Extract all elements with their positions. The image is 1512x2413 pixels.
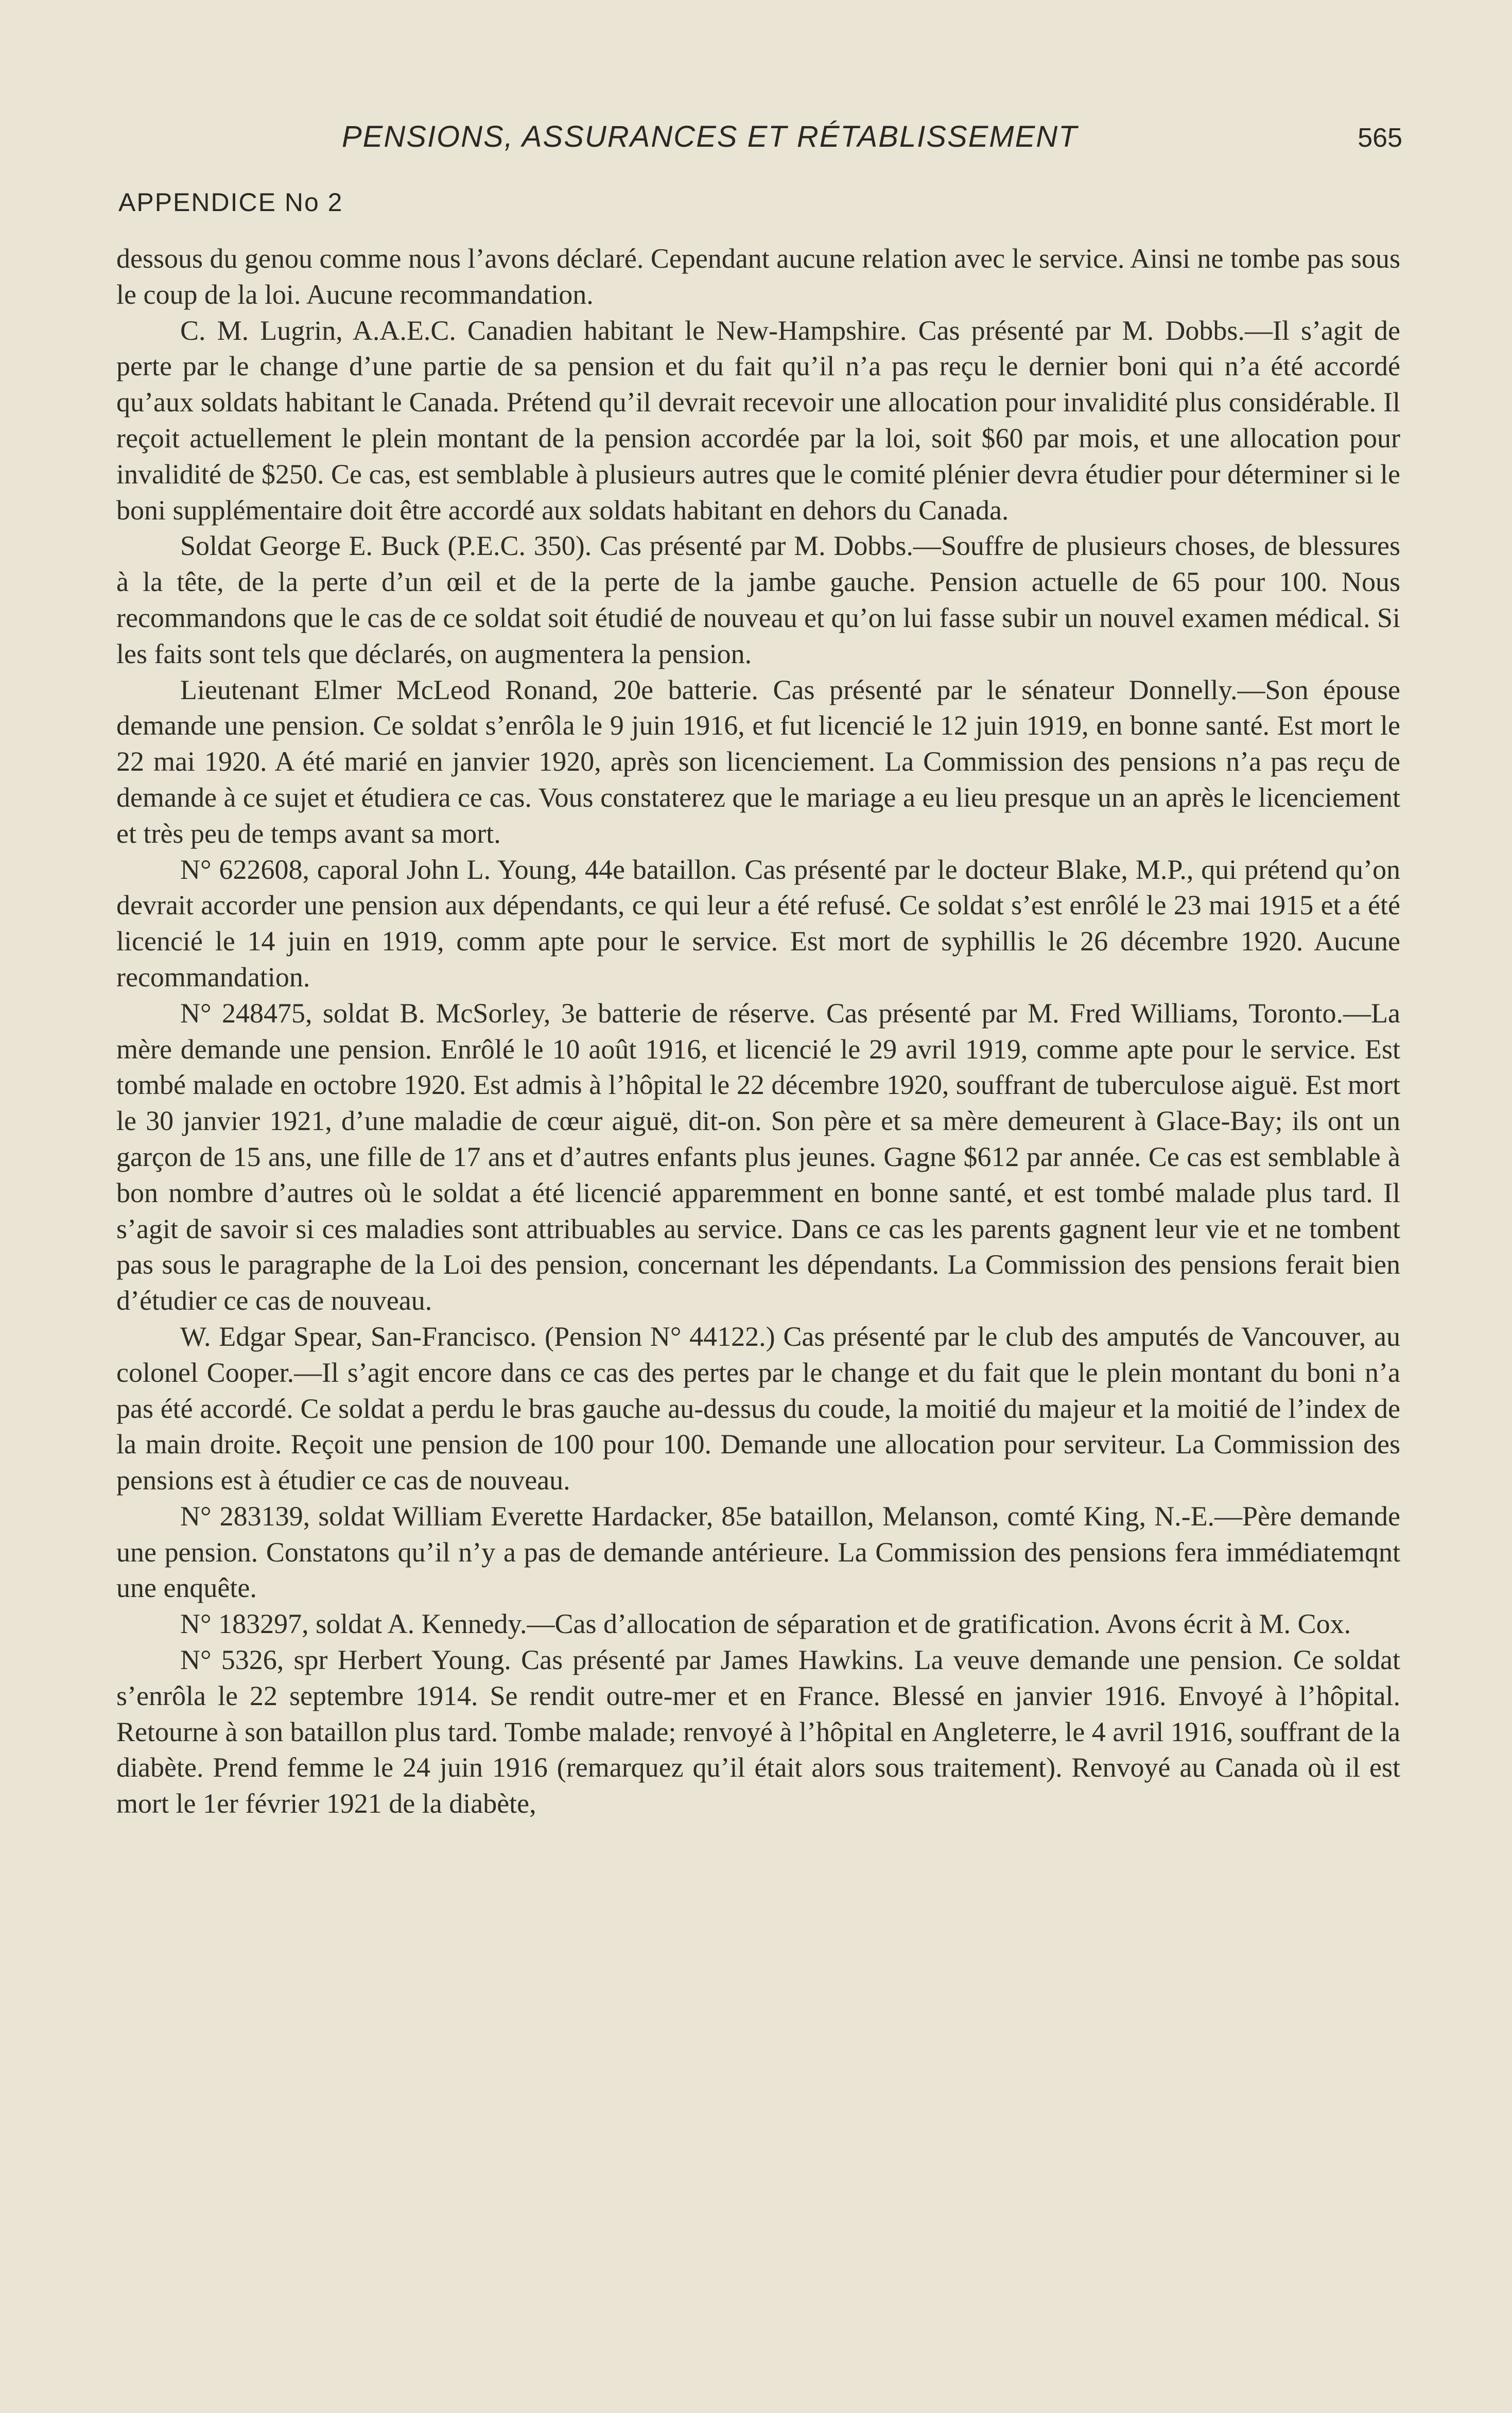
paragraph-lugrin: C. M. Lugrin, A.A.E.C. Canadien habitant le New-Hampshire. Cas présenté par M. Dobbs.—Il s’agit de perte par le change d’une partie de sa pension et du fait qu’il n’a pas reçu le dernier boni qui n’a été accordé qu’aux soldats habitant le Canada. Prétend qu’il devrait recevoir une allocation pour invalidité plus considérable. Il reçoit actuellement le plein montant de la pension accordée par la loi, soit $60 par mois, et une allocation pour invalidité de $250. Ce cas, est semblable à plusieurs autres que le comité plénier devra étudier pour déterminer si le boni supplémentaire doit être accordé aux soldats habitant en dehors du Canada.: [116, 315, 1400, 526]
header-title: PENSIONS, ASSURANCES ET RÉTABLISSEMENT: [342, 120, 1078, 153]
page-number: 565: [1358, 123, 1402, 153]
paragraph-kennedy: N° 183297, soldat A. Kennedy.—Cas d’allocation de séparation et de gratification. Avons écrit à M. Cox.: [180, 1608, 1351, 1640]
paragraph-mcsorley: N° 248475, soldat B. McSorley, 3e batterie de réserve. Cas présenté par M. Fred Williams, Toronto.—La mère demande une pension. Enrôlé le 10 août 1916, et licencié le 29 avril 1919, comme apte pour le service. Est tombé malade en octobre 1920. Est admis à l’hôpital le 22 décembre 1920, souffrant de tuberculose aiguë. Est mort le 30 janvier 1921, d’une maladie de cœur aiguë, dit-on. Son père et sa mère demeurent à Glace-Bay; ils ont un garçon de 15 ans, une fille de 17 ans et d’autres enfants plus jeunes. Gagne $612 par année. Ce cas est semblable à bon nombre d’autres où le soldat a été licencié apparemment en bonne santé, et est tombé malade plus tard. Il s’agit de savoir si ces maladies sont attribuables au service. Dans ce cas les parents gagnent leur vie et ne tombent pas sous le paragraphe de la Loi des pension, concernant les dépendants. La Commission des pensions ferait bien d’étudier ce cas de nouveau.: [116, 997, 1400, 1316]
paragraph-buck: Soldat George E. Buck (P.E.C. 350). Cas présenté par M. Dobbs.—Souffre de plusieurs choses, de blessures à la tête, de la perte d’un œil et de la perte de la jambe gauche. Pension actuelle de 65 pour 100. Nous recommandons que le cas de ce soldat soit étudié de nouveau et qu’on lui fasse subir un nouvel examen médical. Si les faits sont tels que déclarés, on augmentera la pension.: [116, 530, 1400, 669]
paragraph-hardacker: N° 283139, soldat William Everette Hardacker, 85e bataillon, Melanson, comté King, N.-E.—Père demande une pension. Constatons qu’il n’y a pas de demande antérieure. La Commission des pensions fera immédiatemqnt une enquête.: [116, 1500, 1400, 1604]
paragraph-spear: W. Edgar Spear, San-Francisco. (Pension N° 44122.) Cas présenté par le club des amputés de Vancouver, au colonel Cooper.—Il s’agit encore dans ce cas des pertes par le change et du fait que le plein montant du boni n’a pas été accordé. Ce soldat a perdu le bras gauche au-dessus du coude, la moitié du majeur et la moitié de l’index de la main droite. Reçoit une pension de 100 pour 100. Demande une allocation pour serviteur. La Commission des pensions est à étudier ce cas de nouveau.: [116, 1321, 1400, 1496]
body-text: [116, 241, 1400, 1822]
running-header: [115, 119, 1402, 161]
paragraph-herbert-young: N° 5326, spr Herbert Young. Cas présenté par James Hawkins. La veuve demande une pension. Ce soldat s’enrôla le 22 septembre 1914. Se rendit outre-mer et en France. Blessé en janvier 1916. Envoyé à l’hôpital. Retourne à son bataillon plus tard. Tombe malade; renvoyé à l’hôpital en Angleterre, le 4 avril 1916, souffrant de la diabète. Prend femme le 24 juin 1916 (remarquez qu’il était alors sous traitement). Renvoyé au Canada où il est mort le 1er février 1921 de la diabète,: [116, 1644, 1400, 1819]
appendix-label: APPENDICE No 2: [118, 188, 343, 217]
paragraph-young-622608: N° 622608, caporal John L. Young, 44e bataillon. Cas présenté par le docteur Blake, M.P., qui prétend qu’on devrait accorder une pension aux dépendants, ce qui leur a été refusé. Ce soldat s’est enrôlé le 23 mai 1915 et a été licencié le 14 juin en 1919, comm apte pour le service. Est mort de syphillis le 26 décembre 1920. Aucune recommandation.: [116, 854, 1400, 993]
paragraph-continuation: dessous du genou comme nous l’avons déclaré. Cependant aucune relation avec le service. Ainsi ne tombe pas sous le coup de la loi. Aucune recommandation.: [116, 243, 1400, 310]
paragraph-ronand: Lieutenant Elmer McLeod Ronand, 20e batterie. Cas présenté par le sénateur Donnelly.—Son épouse demande une pension. Ce soldat s’enrôla le 9 juin 1916, et fut licencié le 12 juin 1919, en bonne santé. Est mort le 22 mai 1920. A été marié en janvier 1920, après son licenciement. La Commission des pensions n’a pas reçu de demande à ce sujet et étudiera ce cas. Vous constaterez que le mariage a eu lieu presque un an après le licenciement et très peu de temps avant sa mort.: [116, 674, 1400, 849]
